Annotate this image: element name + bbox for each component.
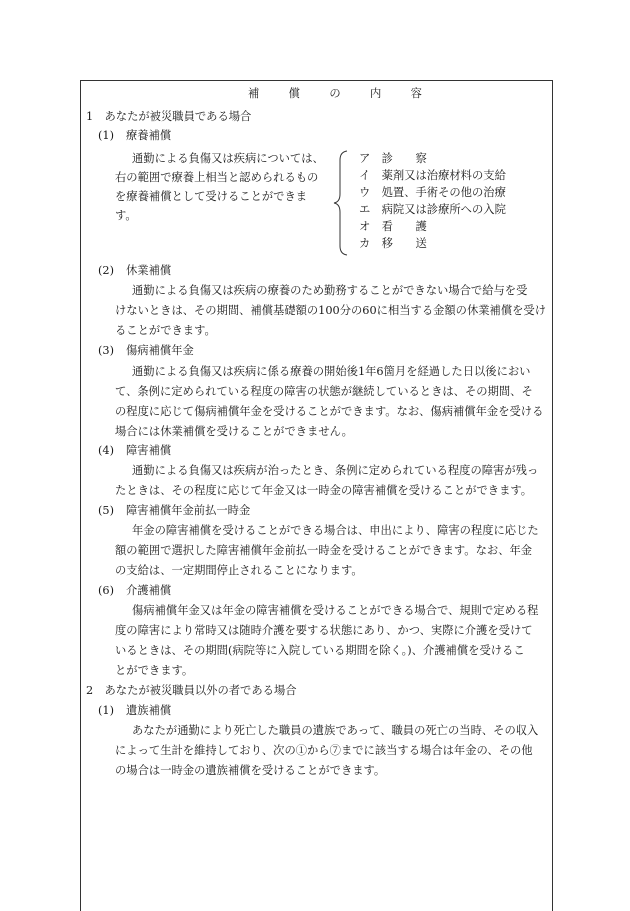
item-1-3-line: の程度に応じて傷病補償年金を受けることができます。なお、傷病補償年金を受ける [115,405,544,418]
item-1-4-title: 障害補償 [126,444,172,457]
item-1-2-line: けないときは、その期間、補償基礎額の100分の60に相当する金額の休業補償を受け [115,304,546,317]
page-title: 補 償 の 内 容 [248,87,425,100]
item-1-1-line: を療養補償として受けることができま [115,190,308,203]
range-brace [331,150,351,256]
item-2-1-number: (1) [98,704,115,717]
item-1-2-line: ることができます。 [115,324,216,337]
item-1-1-title: 療養補償 [126,129,172,142]
item-1-3-line: 場合には休業補償を受けることができません。 [115,425,353,438]
item-1-6-line: とができます。 [115,664,194,677]
item-1-3-number: (3) [98,344,115,357]
range-item: オ 看 護 [359,220,427,233]
item-2-1-line: の場合は一時金の遺族補償を受けることができます。 [115,764,386,777]
item-1-3-line: て、条例に定められている程度の障害の状態が継続しているときは、その期間、そ [115,385,533,398]
item-1-1-line: 右の範囲で療養上相当と認められるもの [115,171,319,184]
item-1-4-line: 通勤による負傷又は疾病が治ったとき、条例に定められている程度の障害が残っ [132,464,539,477]
item-1-1-line: 通勤による負傷又は疾病については、 [132,152,324,165]
item-1-6-line: 傷病補償年金又は年金の障害補償を受けることができる場合で、規則で定める程 [132,604,539,617]
item-1-5-title: 障害補償年金前払一時金 [126,504,251,517]
item-1-2-line: 通勤による負傷又は疾病の療養のため勤務することができない場合で給与を受 [132,284,528,297]
item-1-5-number: (5) [98,504,115,517]
item-1-6-line: いるときは、その期間(病院等に入院している期間を除く。)、介護補償を受けるこ [115,644,525,657]
item-1-6-number: (6) [98,584,115,597]
range-item: カ 移 送 [359,237,427,250]
item-1-4-number: (4) [98,444,115,457]
item-1-4-line: たときは、その程度に応じて年金又は一時金の障害補償を受けることができます。 [115,484,533,497]
item-1-6-title: 介護補償 [126,584,172,597]
range-item: イ 薬剤又は治療材料の支給 [359,169,506,182]
section-2-heading: 2 あなたが被災職員以外の者である場合 [86,684,297,697]
item-1-1-number: (1) [98,129,115,142]
item-1-2-title: 休業補償 [126,264,172,277]
item-2-1-line: あなたが通勤により死亡した職員の遺族であって、職員の死亡の当時、その収入 [132,724,539,737]
item-1-3-title: 傷病補償年金 [126,344,194,357]
range-item: ア 診 察 [359,152,427,165]
item-1-3-line: 通勤による負傷又は疾病に係る療養の開始後1年6箇月を経過した日以後におい [132,365,531,378]
range-item: ウ 処置、手術その他の治療 [359,186,506,199]
range-item: エ 病院又は診療所への入院 [359,203,506,216]
item-2-1-title: 遺族補償 [126,704,172,717]
item-1-5-line: 額の範囲で選択した障害補償年金前払一時金を受けることができます。なお、年金 [115,544,533,557]
item-1-5-line: 年金の障害補償を受けることができる場合は、申出により、障害の程度に応じた [132,524,539,537]
item-2-1-line: によって生計を維持しており、次の①から⑦までに該当する場合は年金の、その他 [115,744,533,757]
item-1-6-line: 度の障害により常時又は随時介護を要する状態にあり、かつ、実際に介護を受けて [115,624,533,637]
item-1-2-number: (2) [98,264,115,277]
item-1-5-line: の支給は、一定期間停止されることになります。 [115,564,363,577]
item-1-1-line: す。 [115,209,137,222]
section-1-heading: 1 あなたが被災職員である場合 [86,110,252,123]
